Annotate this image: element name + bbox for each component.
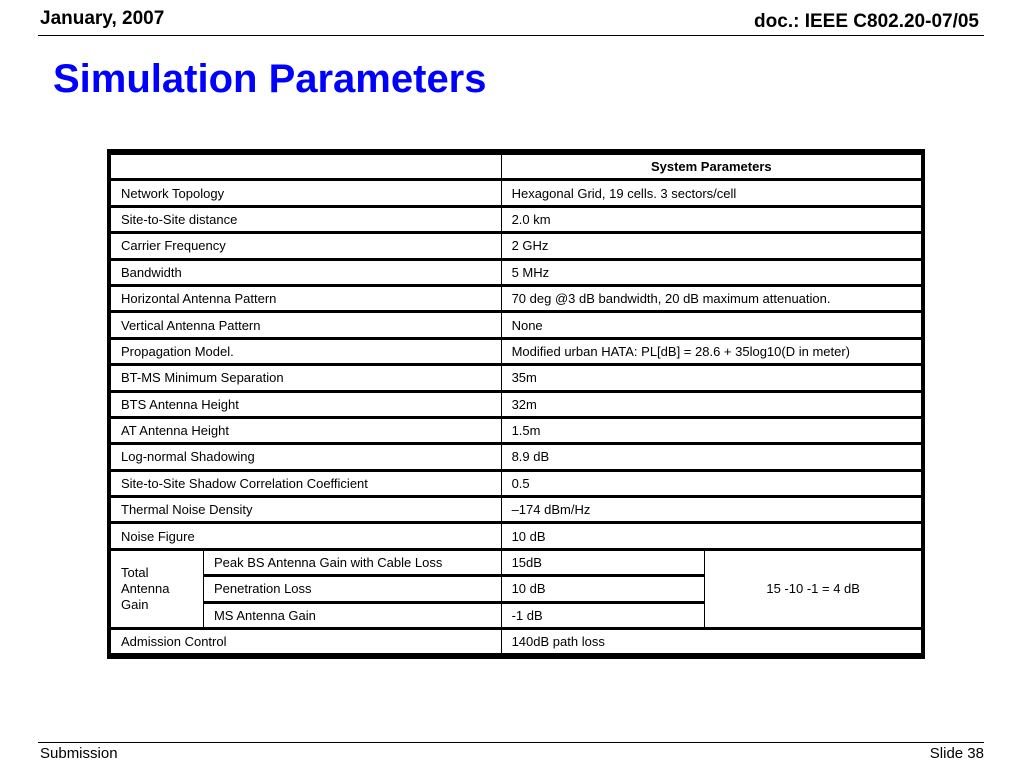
gain-item-value: -1 dB [501, 602, 705, 628]
param-value-cell: 0.5 [501, 470, 921, 496]
param-value-cell: None [501, 312, 921, 338]
param-name-cell: Propagation Model. [111, 338, 502, 364]
param-value-cell: 1.5m [501, 417, 921, 443]
param-value-cell: 35m [501, 365, 921, 391]
table-row [111, 233, 922, 259]
table-row [111, 549, 922, 575]
gain-item-value: 15dB [501, 549, 705, 575]
param-value-cell: 8.9 dB [501, 444, 921, 470]
table-header-cell: System Parameters [501, 154, 921, 180]
param-name-cell: Bandwidth [111, 259, 502, 285]
param-value-cell: 10 dB [501, 523, 921, 549]
table-header-row [111, 154, 922, 180]
param-name-cell: Network Topology [111, 180, 502, 206]
header-date: January, 2007 [40, 8, 165, 29]
param-name-cell: Thermal Noise Density [111, 497, 502, 523]
param-value-cell: 2 GHz [501, 233, 921, 259]
gain-item-name: MS Antenna Gain [203, 602, 501, 628]
param-name-cell: Carrier Frequency [111, 233, 502, 259]
header-doc-id: doc.: IEEE C802.20-07/05 [754, 11, 979, 32]
param-value-cell: Hexagonal Grid, 19 cells. 3 sectors/cell [501, 180, 921, 206]
gain-total-cell: 15 -10 -1 = 4 dB [705, 549, 922, 628]
footer-slide-number: Slide 38 [929, 745, 984, 762]
footer-divider [38, 742, 984, 743]
table-row [111, 497, 922, 523]
param-value-cell: –174 dBm/Hz [501, 497, 921, 523]
param-value-cell: 70 deg @3 dB bandwidth, 20 dB maximum attenuation. [501, 285, 921, 311]
table-row [111, 444, 922, 470]
table-row [111, 523, 922, 549]
param-name-cell: Noise Figure [111, 523, 502, 549]
table-row [111, 180, 922, 206]
param-name-cell: Log-normal Shadowing [111, 444, 502, 470]
footer-submission: Submission [40, 745, 118, 762]
slide-title: Simulation Parameters [53, 57, 487, 101]
table-row [111, 338, 922, 364]
table-row [111, 365, 922, 391]
table-row [111, 285, 922, 311]
param-value-cell: Modified urban HATA: PL[dB] = 28.6 + 35log10(D in meter) [501, 338, 921, 364]
param-name-cell: Site-to-Site Shadow Correlation Coefficient [111, 470, 502, 496]
param-name-cell: AT Antenna Height [111, 417, 502, 443]
table-row [111, 391, 922, 417]
gain-item-value: 10 dB [501, 576, 705, 602]
param-name-cell: Horizontal Antenna Pattern [111, 285, 502, 311]
parameters-table [110, 152, 922, 656]
param-name-cell: Site-to-Site distance [111, 206, 502, 232]
parameters-table-body [111, 154, 922, 655]
gain-item-name: Peak BS Antenna Gain with Cable Loss [203, 549, 501, 575]
table-row [111, 629, 922, 655]
param-name-cell: BTS Antenna Height [111, 391, 502, 417]
table-row [111, 470, 922, 496]
header-divider [38, 35, 984, 36]
param-name-cell: Admission Control [111, 629, 502, 655]
param-value-cell: 5 MHz [501, 259, 921, 285]
table-row [111, 206, 922, 232]
table-row [111, 312, 922, 338]
table-row [111, 417, 922, 443]
param-value-cell: 32m [501, 391, 921, 417]
gain-group-label: Total Antenna Gain [111, 549, 204, 628]
param-name-cell: BT-MS Minimum Separation [111, 365, 502, 391]
gain-item-name: Penetration Loss [203, 576, 501, 602]
table-row [111, 259, 922, 285]
param-value-cell: 2.0 km [501, 206, 921, 232]
param-name-cell: Vertical Antenna Pattern [111, 312, 502, 338]
table-header-empty-cell [111, 154, 502, 180]
param-value-cell: 140dB path loss [501, 629, 921, 655]
